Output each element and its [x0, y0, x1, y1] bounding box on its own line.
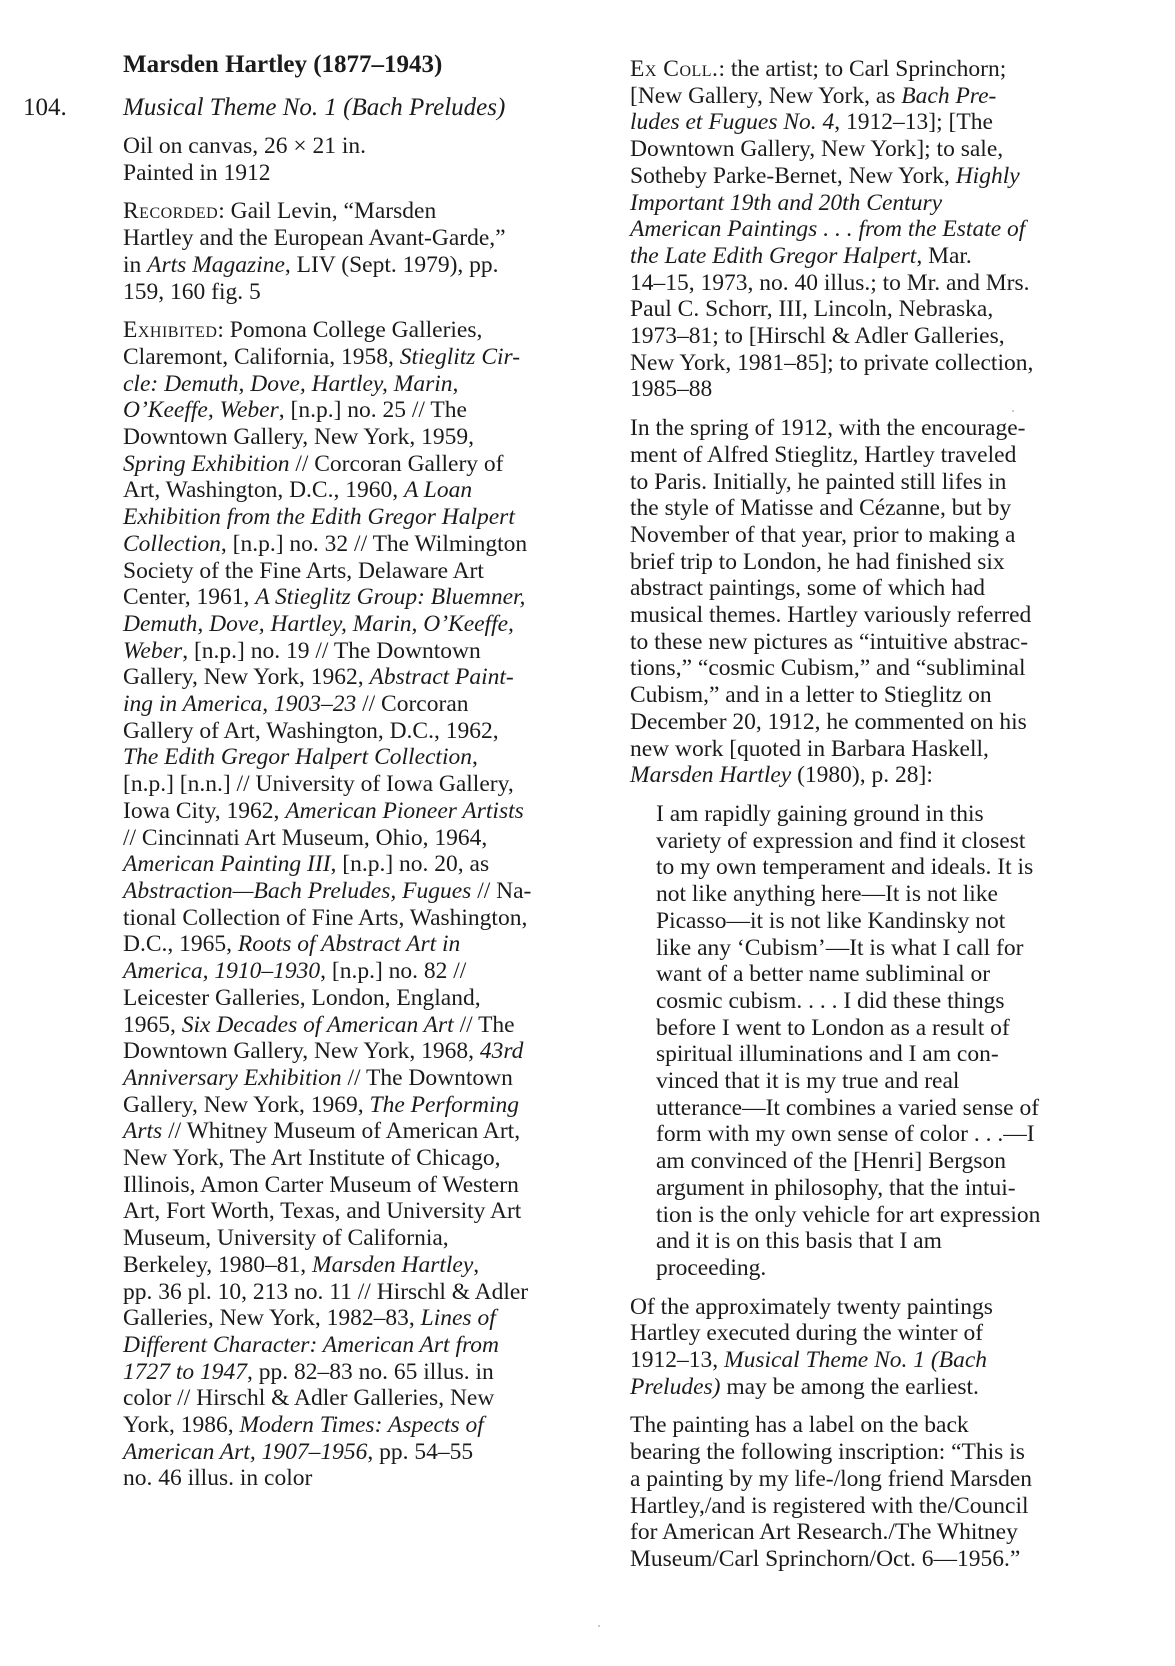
text-line — [656, 1255, 1100, 1282]
text-line — [630, 1466, 1100, 1493]
text-line — [656, 828, 1100, 855]
text-line — [630, 163, 1100, 190]
text-line — [630, 109, 1100, 136]
text-line — [656, 1121, 1100, 1148]
text-line — [630, 1320, 1100, 1347]
text-segment: variety of expression and find it closest — [656, 827, 1026, 854]
text-segment: Hartley,/and is registered with the/Council — [630, 1492, 1029, 1519]
text-segment: // The Downtown — [341, 1064, 513, 1091]
scan-speck — [1012, 410, 1014, 412]
text-segment: I am rapidly gaining ground in this — [656, 800, 984, 827]
italic-text: Marsden Hartley — [312, 1251, 474, 1278]
text-segment: tions,” “cosmic Cubism,” and “subliminal — [630, 655, 1026, 682]
text-segment: [New Gallery, New York, as — [630, 82, 902, 109]
italic-text: American Paintings . . . from the Estate of — [630, 216, 1026, 243]
text-segment: want of a better name subliminal or — [656, 961, 991, 988]
text-line — [123, 531, 583, 558]
text-segment: The painting has a label on the back — [630, 1412, 969, 1439]
italic-text: The Performing — [369, 1091, 519, 1118]
text-line — [123, 1252, 583, 1279]
text-segment: , [n.p.] no. 19 // The Downtown — [182, 637, 481, 664]
italic-text: Anniversary Exhibition — [123, 1064, 342, 1091]
ex-coll-block — [630, 56, 1100, 403]
text-line — [630, 522, 1100, 549]
artwork-title: Musical Theme No. 1 (Bach Preludes) — [123, 94, 506, 121]
artist-heading: Marsden Hartley (1877–1943) — [123, 51, 443, 78]
text-segment: Museum, University of California, — [123, 1225, 449, 1252]
text-line — [630, 415, 1100, 442]
italic-text: Marsden Hartley — [630, 762, 792, 789]
italic-text: Weber — [123, 637, 183, 664]
text-line — [123, 744, 583, 771]
text-segment: York, 1986, — [123, 1412, 240, 1439]
text-segment: Gallery, New York, 1969, — [123, 1091, 370, 1118]
text-line — [630, 1294, 1100, 1321]
italic-text: American Painting III — [123, 851, 331, 878]
text-line — [656, 935, 1100, 962]
text-segment: // Corcoran — [356, 691, 469, 718]
text-line — [630, 495, 1100, 522]
italic-text: Highly — [955, 162, 1020, 189]
text-line — [630, 1412, 1100, 1439]
italic-text: A Stieglitz Group: Bluemner, — [255, 584, 526, 611]
text-segment: color // Hirschl & Adler Galleries, New — [123, 1385, 495, 1412]
text-segment: Sotheby Parke-Bernet, New York, — [630, 162, 956, 189]
text-line — [123, 1012, 583, 1039]
section-label: Exhibited — [123, 317, 218, 344]
essay-paragraph-2 — [630, 1294, 1100, 1401]
text-segment: in — [123, 251, 148, 278]
text-line — [656, 801, 1100, 828]
text-line — [123, 252, 583, 279]
text-line — [123, 397, 583, 424]
right-column-blocks — [630, 56, 1100, 1573]
text-line — [656, 1202, 1100, 1229]
entry-title-row — [23, 93, 583, 123]
text-segment: , [n.p.] no. 25 // The — [278, 397, 467, 424]
left-column-blocks — [123, 133, 583, 1492]
text-segment: Society of the Fine Arts, Delaware Art — [123, 557, 484, 584]
text-segment: New York, The Art Institute of Chicago, — [123, 1145, 501, 1172]
text-line — [123, 160, 583, 187]
text-segment: musical themes. Hartley variously referred — [630, 602, 1032, 629]
text-line — [123, 584, 583, 611]
right-column — [630, 56, 1100, 1585]
italic-text: 43rd — [479, 1038, 524, 1065]
text-segment: Paul C. Schorr, III, Lincoln, Nebraska, — [630, 296, 994, 323]
text-segment: In the spring of 1912, with the encourage- — [630, 415, 1026, 442]
italic-text: ludes et Fugues No. 4 — [630, 109, 835, 136]
text-line — [656, 1228, 1100, 1255]
text-segment: , Mar. — [916, 242, 972, 269]
text-segment: , — [472, 744, 478, 771]
text-line — [656, 1041, 1100, 1068]
text-segment: brief trip to London, he had finished six — [630, 548, 1005, 575]
text-line — [630, 1519, 1100, 1546]
italic-text: Collection — [123, 530, 221, 557]
text-segment: Picasso—it is not like Kandinsky not — [656, 907, 1006, 934]
text-segment: tional Collection of Fine Arts, Washington, — [123, 904, 528, 931]
italic-text: cle: Demuth, Dove, Hartley, Marin, — [123, 370, 459, 397]
text-line — [123, 1332, 583, 1359]
italic-text: Arts Magazine — [147, 251, 285, 278]
text-line — [123, 1092, 583, 1119]
text-segment: ment of Alfred Stieglitz, Hartley traveled — [630, 441, 1017, 468]
text-segment: , pp. 54–55 — [367, 1438, 474, 1465]
text-segment: cosmic cubism. . . . I did these things — [656, 987, 1005, 1014]
text-line — [630, 629, 1100, 656]
italic-text: ing in America, 1903–23 — [123, 691, 357, 718]
text-line — [123, 317, 583, 344]
text-line — [123, 504, 583, 531]
italic-text: Abstraction—Bach Preludes, Fugues — [123, 877, 472, 904]
text-line — [630, 1546, 1100, 1573]
italic-text: Musical Theme No. 1 (Bach — [724, 1347, 988, 1374]
text-line — [630, 136, 1100, 163]
text-segment: Of the approximately twenty paintings — [630, 1293, 993, 1320]
italic-text: 1727 to 1947 — [123, 1358, 248, 1385]
italic-text: Bach Pre- — [901, 82, 997, 109]
text-segment: , — [473, 1251, 480, 1278]
text-segment: // Whitney Museum of American Art, — [162, 1118, 521, 1145]
text-line — [656, 881, 1100, 908]
text-line — [123, 1305, 583, 1332]
text-line — [630, 682, 1100, 709]
text-segment: before I went to London as a result of — [656, 1014, 1010, 1041]
essay-paragraph-3 — [630, 1412, 1100, 1572]
text-segment: : the artist; to Carl Sprinchorn; — [718, 56, 1007, 82]
text-segment: Downtown Gallery, New York, 1959, — [123, 424, 474, 451]
text-line — [123, 424, 583, 451]
essay-paragraph-1 — [630, 415, 1100, 789]
text-segment: , LIV (Sept. 1979), pp. — [284, 251, 499, 278]
text-segment: new work [quoted in Barbara Haskell, — [630, 735, 989, 762]
text-line — [656, 1068, 1100, 1095]
italic-text: The Edith Gregor Halpert Collection — [123, 744, 472, 771]
text-segment: Claremont, California, 1958, — [123, 343, 400, 370]
text-segment: not like anything here—It is not like — [656, 881, 998, 908]
text-segment: D.C., 1965, — [123, 931, 238, 958]
text-segment: , [n.p.] no. 32 // The Wilmington — [220, 530, 528, 557]
text-segment: , 1912–13]; [The — [834, 109, 993, 136]
text-segment: Iowa City, 1962, — [123, 797, 286, 824]
text-segment: may be among the earliest. — [720, 1373, 979, 1400]
text-segment: a painting by my life-/long friend Marsden — [630, 1465, 1033, 1492]
text-line — [630, 709, 1100, 736]
text-line — [656, 961, 1100, 988]
italic-text: Arts — [123, 1118, 163, 1145]
text-segment: the style of Matisse and Cézanne, but by — [630, 495, 1012, 522]
text-line — [123, 1279, 583, 1306]
text-segment: // Corcoran Gallery of — [289, 450, 504, 477]
text-line — [123, 851, 583, 878]
text-segment: November of that year, prior to making a — [630, 521, 1016, 548]
text-line — [123, 451, 583, 478]
text-line — [630, 442, 1100, 469]
text-segment: // The — [453, 1011, 515, 1038]
text-line — [630, 1347, 1100, 1374]
text-line — [630, 350, 1100, 377]
catalog-number: 104. — [23, 94, 67, 121]
text-segment: utterance—It combines a varied sense of — [656, 1094, 1040, 1121]
text-line — [656, 908, 1100, 935]
italic-text: American Pioneer Artists — [285, 797, 524, 824]
text-segment: form with my own sense of color . . .—I — [656, 1121, 1035, 1148]
italic-text: Stieglitz Cir- — [399, 343, 521, 370]
italic-text: Spring Exhibition — [123, 450, 290, 477]
text-line — [123, 1412, 583, 1439]
text-line — [123, 133, 583, 160]
italic-text: Abstract Paint- — [369, 664, 514, 691]
text-line — [123, 798, 583, 825]
text-segment: Illinois, Amon Carter Museum of Western — [123, 1171, 519, 1198]
text-line — [656, 1015, 1100, 1042]
text-segment: Leicester Galleries, London, England, — [123, 984, 481, 1011]
text-segment: 14–15, 1973, no. 40 illus.; to Mr. and Mrs. — [630, 269, 1030, 296]
text-line — [123, 1145, 583, 1172]
italic-text: Demuth, Dove, Hartley, Marin, O’Keeffe, — [123, 610, 514, 637]
text-segment: , [n.p.] no. 82 // — [320, 958, 467, 985]
left-column — [23, 50, 583, 1504]
text-line — [123, 1118, 583, 1145]
text-segment: , [n.p.] no. 20, as — [330, 851, 490, 878]
text-line — [656, 1148, 1100, 1175]
text-line — [123, 931, 583, 958]
text-line — [123, 958, 583, 985]
text-segment: to these new pictures as “intuitive abstrac- — [630, 628, 1029, 655]
text-line — [123, 225, 583, 252]
italic-text: the Late Edith Gregor Halpert — [630, 242, 917, 269]
text-segment: vinced that it is my true and real — [656, 1068, 960, 1095]
text-segment: Museum/Carl Sprinchorn/Oct. 6—1956.” — [630, 1545, 1021, 1572]
text-segment: : Pomona College Galleries, — [217, 317, 483, 344]
italic-text: Different Character: American Art from — [123, 1331, 499, 1358]
text-segment: Painted in 1912 — [123, 159, 271, 186]
italic-text: Preludes) — [630, 1373, 721, 1400]
text-segment: Art, Washington, D.C., 1960, — [123, 477, 404, 504]
text-segment: 1965, — [123, 1011, 182, 1038]
text-segment: tion is the only vehicle for art expression — [656, 1201, 1041, 1228]
text-line — [123, 771, 583, 798]
text-line — [123, 905, 583, 932]
text-line — [123, 985, 583, 1012]
text-segment: no. 46 illus. in color — [123, 1465, 313, 1492]
text-line — [123, 279, 583, 306]
text-line — [630, 1374, 1100, 1401]
text-segment: am convinced of the [Henri] Bergson — [656, 1148, 1006, 1175]
text-line — [123, 1065, 583, 1092]
text-line — [630, 56, 1100, 83]
text-segment: // Cincinnati Art Museum, Ohio, 1964, — [123, 824, 488, 851]
recorded-block — [123, 198, 583, 305]
text-line — [630, 469, 1100, 496]
block-quote — [656, 801, 1100, 1282]
text-line — [123, 344, 583, 371]
text-line — [123, 1439, 583, 1466]
text-segment: Berkeley, 1980–81, — [123, 1251, 313, 1278]
italic-text: O’Keeffe, Weber — [123, 397, 279, 424]
text-line — [630, 655, 1100, 682]
text-line — [630, 296, 1100, 323]
text-line — [123, 638, 583, 665]
text-line — [656, 854, 1100, 881]
text-segment: abstract paintings, some of which had — [630, 575, 986, 602]
text-segment: (1980), p. 28]: — [791, 762, 933, 789]
text-segment: 1973–81; to [Hirschl & Adler Galleries, — [630, 323, 1005, 350]
text-line — [123, 1225, 583, 1252]
text-line — [630, 243, 1100, 270]
text-segment: // Na- — [471, 877, 532, 904]
text-segment: Hartley and the European Avant-Garde,” — [123, 225, 506, 252]
text-line — [630, 575, 1100, 602]
text-segment: spiritual illuminations and I am con- — [656, 1041, 999, 1068]
text-segment: Downtown Gallery, New York]; to sale, — [630, 136, 1004, 163]
text-line — [123, 691, 583, 718]
text-line — [123, 1198, 583, 1225]
text-segment: for American Art Research./The Whitney — [630, 1519, 1018, 1546]
text-segment: Hartley executed during the winter of — [630, 1320, 984, 1347]
scan-speck — [598, 1625, 600, 1627]
italic-text: Modern Times: Aspects of — [239, 1412, 484, 1439]
italic-text: Six Decades of American Art — [181, 1011, 454, 1038]
text-line — [123, 664, 583, 691]
text-line — [123, 1038, 583, 1065]
text-line — [123, 825, 583, 852]
text-line — [123, 1359, 583, 1386]
text-line — [123, 477, 583, 504]
text-line — [630, 602, 1100, 629]
text-segment: 159, 160 fig. 5 — [123, 278, 261, 305]
text-line — [656, 988, 1100, 1015]
text-segment: proceeding. — [656, 1254, 767, 1281]
text-line — [630, 270, 1100, 297]
italic-text: Roots of Abstract Art in — [237, 931, 461, 958]
section-label: Ex Coll. — [630, 56, 719, 82]
text-segment: Downtown Gallery, New York, 1968, — [123, 1038, 480, 1065]
medium-block — [123, 133, 583, 186]
text-line — [630, 549, 1100, 576]
text-segment: 1985–88 — [630, 376, 713, 403]
text-segment: Cubism,” and in a letter to Stieglitz on — [630, 682, 992, 709]
text-line — [123, 611, 583, 638]
text-segment: Oil on canvas, 26 × 21 in. — [123, 133, 366, 159]
text-line — [630, 83, 1100, 110]
text-line — [630, 190, 1100, 217]
text-line — [123, 878, 583, 905]
text-line — [123, 371, 583, 398]
exhibited-block — [123, 317, 583, 1492]
text-segment: Gallery of Art, Washington, D.C., 1962, — [123, 717, 499, 744]
text-line — [630, 762, 1100, 789]
italic-text: Exhibition from the Edith Gregor Halpert — [123, 504, 515, 531]
text-line — [630, 1493, 1100, 1520]
text-line — [656, 1095, 1100, 1122]
text-segment: to my own temperament and ideals. It is — [656, 854, 1034, 881]
text-segment: : Gail Levin, “Marsden — [218, 198, 437, 225]
text-line — [630, 1439, 1100, 1466]
text-segment: bearing the following inscription: “This is — [630, 1439, 1025, 1466]
italic-text: American Art, 1907–1956 — [123, 1438, 368, 1465]
italic-text: Important 19th and 20th Century — [630, 189, 943, 216]
text-line — [123, 1465, 583, 1492]
text-segment: [n.p.] [n.n.] // University of Iowa Gallery, — [123, 771, 514, 798]
text-line — [123, 718, 583, 745]
text-segment: pp. 36 pl. 10, 213 no. 11 // Hirschl & Adler — [123, 1278, 529, 1305]
text-line — [630, 216, 1100, 243]
text-segment: New York, 1981–85]; to private collection, — [630, 349, 1034, 376]
text-segment: and it is on this basis that I am — [656, 1228, 942, 1255]
text-line — [123, 1172, 583, 1199]
text-line — [630, 323, 1100, 350]
text-line — [123, 1385, 583, 1412]
text-segment: 1912–13, — [630, 1347, 724, 1374]
text-segment: Galleries, New York, 1982–83, — [123, 1305, 421, 1332]
text-segment: like any ‘Cubism’—It is what I call for — [656, 934, 1024, 961]
italic-text: A Loan — [403, 477, 473, 504]
text-segment: argument in philosophy, that the intui- — [656, 1174, 1016, 1201]
text-segment: December 20, 1912, he commented on his — [630, 708, 1027, 735]
text-segment: Center, 1961, — [123, 584, 256, 611]
text-line — [656, 1175, 1100, 1202]
text-line — [123, 558, 583, 585]
section-label: Recorded — [123, 198, 219, 225]
text-line — [123, 198, 583, 225]
italic-text: America, 1910–1930 — [123, 958, 321, 985]
text-segment: Gallery, New York, 1962, — [123, 664, 370, 691]
text-line — [630, 376, 1100, 403]
text-segment: , pp. 82–83 no. 65 illus. in — [247, 1358, 494, 1385]
italic-text: Lines of — [420, 1305, 496, 1332]
text-segment: to Paris. Initially, he painted still lifes in — [630, 468, 1007, 495]
text-line — [630, 736, 1100, 763]
text-segment: Art, Fort Worth, Texas, and University Art — [123, 1198, 522, 1225]
